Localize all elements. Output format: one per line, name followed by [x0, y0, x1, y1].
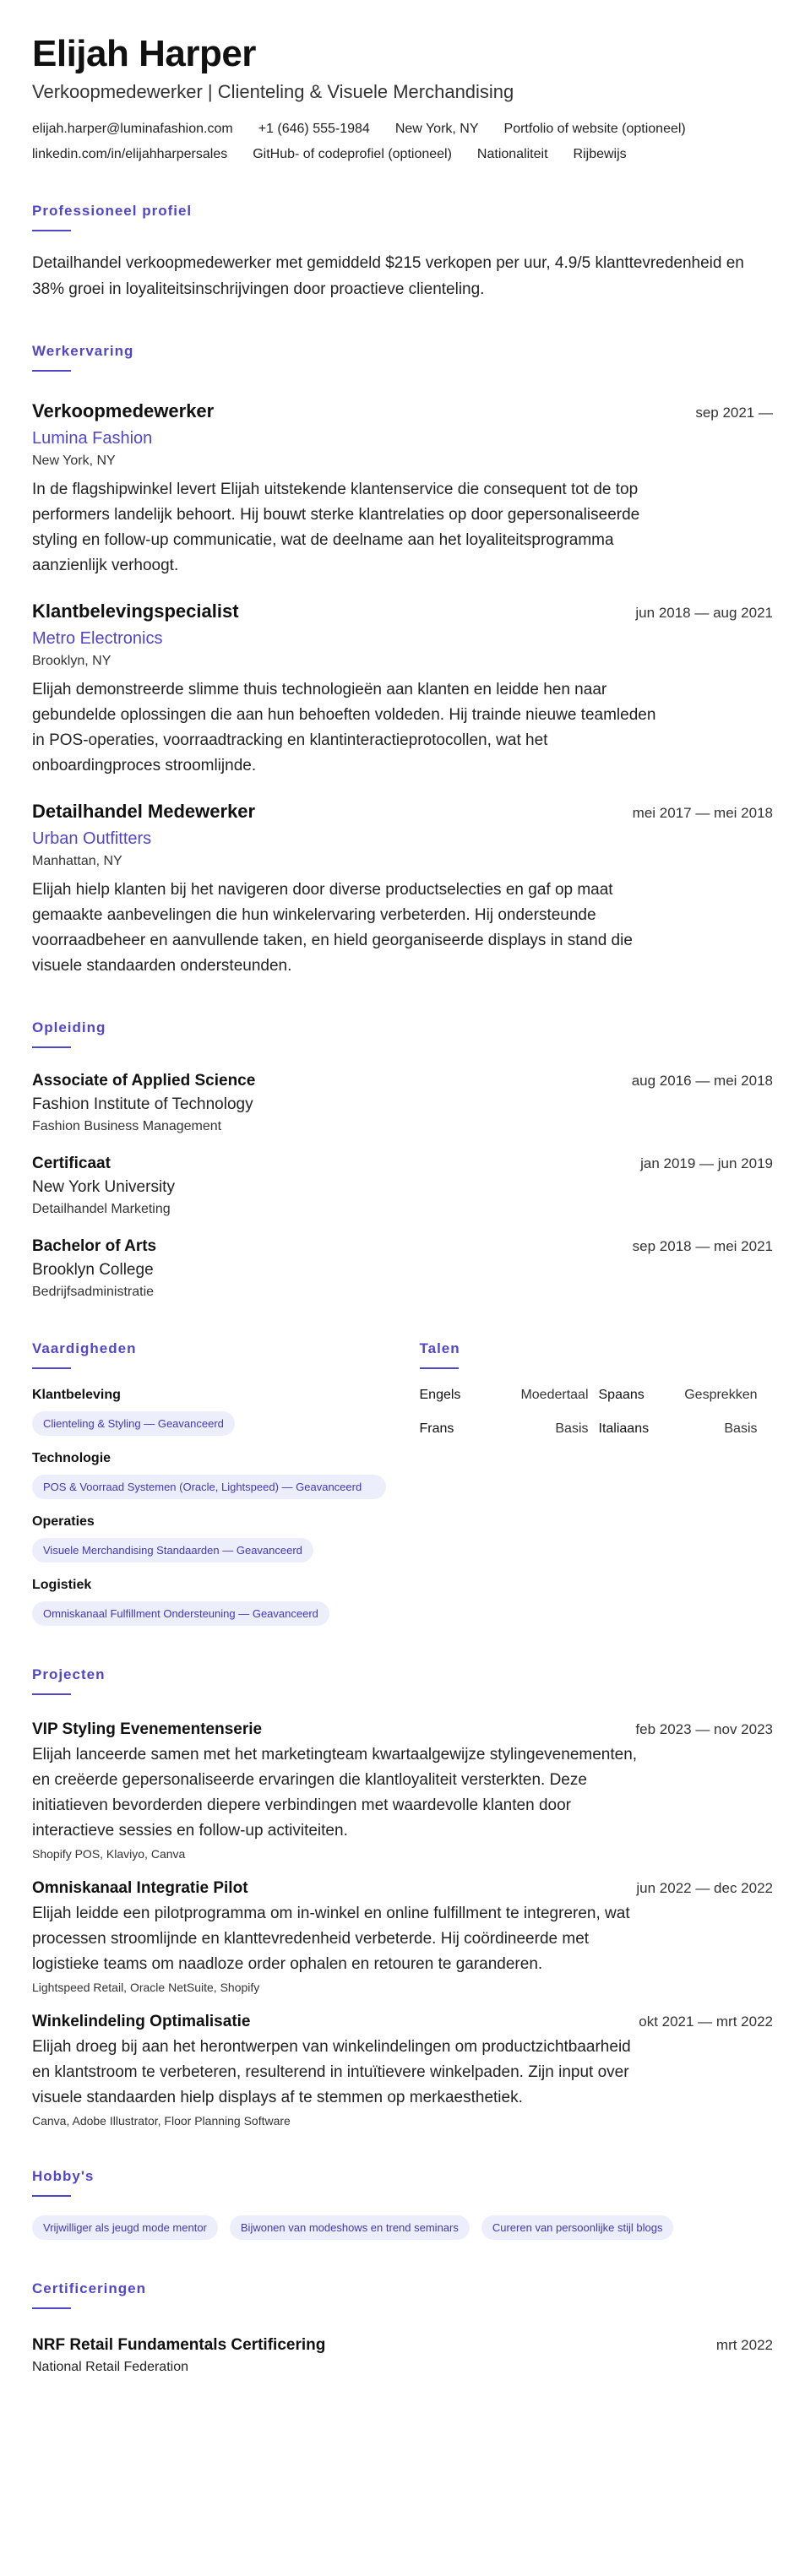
project-item: [32, 1879, 773, 1994]
contact-email[interactable]: elijah.harper@luminafashion.com: [32, 122, 233, 136]
projects-section: [32, 1666, 773, 2128]
project-description: Elijah leidde een pilotprogramma om in-winkel en online fulfillment te integreren, wat processen stroomlijnde en klanttevredenheid verbeterde. Hij coördineerde met logistieke teams om naadloze order ophalen en retouren te garanderen.: [32, 1905, 630, 1973]
candidate-headline: Verkoopmedewerker | Clienteling & Visuele Merchandising: [32, 81, 514, 102]
project-dates: feb 2023 — nov 2023: [635, 1721, 773, 1737]
project-tools: Canva, Adobe Illustrator, Floor Planning Software: [32, 2114, 291, 2128]
project-dates: okt 2021 — mrt 2022: [639, 2014, 773, 2030]
experience-item: [32, 400, 773, 579]
section-divider: [420, 1367, 459, 1369]
job-title: Verkoopmedewerker: [32, 400, 215, 421]
skill-chip: Visuele Merchandising Standaarden — Geavanceerd: [32, 1538, 313, 1562]
contact-github[interactable]: GitHub- of codeprofiel (optioneel): [253, 147, 452, 161]
section-title-experience: Werkervaring: [32, 343, 134, 359]
skill-chip: POS & Voorraad Systemen (Oracle, Lightspeed) — Geavanceerd: [32, 1475, 386, 1499]
education-degree: Certificaat: [32, 1155, 111, 1172]
section-divider: [32, 230, 71, 231]
job-dates: jun 2018 — aug 2021: [635, 605, 773, 621]
job-company: Metro Electronics: [32, 629, 163, 648]
education-field: Detailhandel Marketing: [32, 1202, 171, 1216]
job-company: Lumina Fashion: [32, 429, 153, 448]
project-description: Elijah droeg bij aan het herontwerpen van winkelindelingen om productzichtbaarheid en klantstroom te verbeteren, resulterend in intuïtievere winkelpaden. Zijn input over visuele standaarden hielp displays af te stemmen op merkaesthetiek.: [32, 2038, 631, 2106]
skill-group: [32, 1451, 386, 1499]
hobby-list: [32, 2215, 773, 2240]
candidate-name: Elijah Harper: [32, 33, 256, 74]
section-title-certifications: Certificeringen: [32, 2280, 146, 2296]
section-title-languages: Talen: [419, 1340, 460, 1356]
language-name: Spaans: [598, 1388, 645, 1402]
skill-category: Technologie: [32, 1451, 112, 1465]
skills-section: [32, 1340, 386, 1626]
education-section: [32, 1019, 773, 1300]
project-tools: Shopify POS, Klaviyo, Canva: [32, 1847, 186, 1861]
job-dates: mei 2017 — mei 2018: [632, 805, 773, 821]
project-tools: Lightspeed Retail, Oracle NetSuite, Shopify: [32, 1981, 260, 1994]
languages-section: [420, 1340, 774, 1626]
contact-nationality: Nationaliteit: [476, 147, 548, 161]
section-title-skills: Vaardigheden: [32, 1340, 137, 1356]
education-field: Fashion Business Management: [32, 1119, 222, 1133]
skill-group: [32, 1388, 386, 1436]
experience-item: [32, 601, 773, 779]
project-description: Elijah lanceerde samen met het marketingteam kwartaalgewijze stylingevenementen, en creëerde gepersonaliseerde ervaringen die klantloyaliteit versterkten. Deze initiatieven bevorderden diepere verbindingen met waardevolle klanten door interactieve sessies en follow-up activiteiten.: [32, 1746, 638, 1840]
skill-group: [32, 1514, 386, 1562]
project-title: VIP Styling Evenementenserie: [32, 1720, 263, 1738]
contact-phone[interactable]: +1 (646) 555-1984: [258, 122, 370, 136]
language-level: Basis: [724, 1421, 758, 1436]
education-school: Brooklyn College: [32, 1261, 154, 1279]
contact-location: New York, NY: [394, 122, 479, 136]
section-divider: [32, 1693, 71, 1695]
section-divider: [32, 1367, 71, 1369]
experience-section: [32, 343, 773, 979]
certification-title: NRF Retail Fundamentals Certificering: [32, 2336, 326, 2354]
certifications-section: [32, 2280, 773, 2375]
hobby-chip: Bijwonen van modeshows en trend seminars: [230, 2215, 470, 2240]
education-dates: jan 2019 — jun 2019: [640, 1155, 773, 1171]
skill-category: Logistiek: [32, 1578, 92, 1592]
language-level: Moedertaal: [520, 1388, 589, 1402]
language-grid: [420, 1388, 774, 1437]
project-item: [32, 1720, 773, 1861]
project-title: Omniskanaal Integratie Pilot: [32, 1879, 248, 1897]
section-title-education: Opleiding: [32, 1019, 106, 1035]
contact-list: [32, 122, 773, 162]
project-title: Winkelindeling Optimalisatie: [32, 2013, 251, 2030]
education-field: Bedrijfsadministratie: [32, 1285, 155, 1299]
job-location: New York, NY: [32, 454, 116, 468]
section-divider: [32, 2195, 71, 2197]
skills-languages-row: [32, 1340, 773, 1626]
language-name: Engels: [419, 1388, 461, 1402]
education-dates: aug 2016 — mei 2018: [631, 1073, 773, 1089]
project-item: [32, 2013, 773, 2128]
skill-chip: Clienteling & Styling — Geavanceerd: [32, 1411, 235, 1436]
experience-list: [32, 400, 773, 979]
job-location: Manhattan, NY: [32, 854, 122, 868]
job-title: Detailhandel Medewerker: [32, 801, 256, 822]
certification-issuer: National Retail Federation: [32, 2360, 188, 2374]
project-list: [32, 1720, 773, 2128]
language-name: Italiaans: [598, 1421, 650, 1436]
section-title-hobbies: Hobby's: [32, 2168, 95, 2184]
skill-category: Operaties: [32, 1514, 95, 1529]
education-item: [32, 1072, 773, 1134]
section-divider: [32, 370, 71, 372]
skill-chip: Omniskanaal Fulfillment Ondersteuning — Geavanceerd: [32, 1601, 329, 1626]
certification-date: mrt 2022: [715, 2337, 773, 2353]
section-title-profile: Professioneel profiel: [32, 203, 193, 219]
job-company: Urban Outfitters: [32, 829, 152, 848]
skill-category: Klantbeleving: [32, 1388, 121, 1402]
education-school: New York University: [32, 1178, 175, 1196]
hobby-chip: Vrijwilliger als jeugd mode mentor: [32, 2215, 218, 2240]
education-school: Fashion Institute of Technology: [32, 1095, 253, 1113]
hobby-chip: Cureren van persoonlijke stijl blogs: [481, 2215, 674, 2240]
job-description: Elijah hielp klanten bij het navigeren door diverse productselecties en gaf op maat gemaakte aanbevelingen die hun winkelervaring verbeterden. Hij ondersteunde voorraadbeheer en aanvullende taken, en hield georganiseerde displays in stand die visuele standaarden ondersteunden.: [32, 881, 633, 975]
education-degree: Associate of Applied Science: [32, 1072, 256, 1090]
skill-group: [32, 1578, 386, 1626]
job-title: Klantbelevingspecialist: [32, 601, 239, 622]
contact-linkedin[interactable]: linkedin.com/in/elijahharpersales: [32, 147, 228, 161]
job-description: Elijah demonstreerde slimme thuis technologieën aan klanten en leidde hen naar gebundelde oplossingen die aan hun behoeften voldeden. Hij trainde nieuwe teamleden in POS-operaties, voorraadtracking en klantinteractieprotocollen, wat het onboardingproces stroomlijnde.: [32, 681, 656, 774]
experience-item: [32, 801, 773, 979]
job-dates: sep 2021 —: [695, 405, 773, 421]
job-description: In de flagshipwinkel levert Elijah uitstekende klantenservice die consequent tot de top performers landelijk behoort. Hij bouwt sterke klantrelaties op door gepersonaliseerde styling en follow-up communicatie, wat de deelname aan het loyaliteitsprogramma aanzienlijk verhoogt.: [32, 481, 640, 574]
project-dates: jun 2022 — dec 2022: [636, 1880, 773, 1896]
hobbies-section: [32, 2168, 773, 2240]
section-title-projects: Projecten: [32, 1666, 106, 1682]
certification-item: [32, 2336, 773, 2375]
education-item: [32, 1155, 773, 1217]
education-dates: sep 2018 — mei 2021: [632, 1238, 773, 1254]
language-level: Gesprekken: [684, 1388, 758, 1402]
section-divider: [32, 1046, 71, 1048]
profile-summary: Detailhandel verkoopmedewerker met gemiddeld $215 verkopen per uur, 4.9/5 klanttevredenheid en 38% groei in loyaliteitsinschrijvingen door proactieve clienteling.: [32, 254, 744, 298]
education-list: [32, 1072, 773, 1300]
education-item: [32, 1237, 773, 1300]
contact-drivers-license: Rijbewijs: [573, 147, 627, 161]
language-name: Frans: [419, 1421, 454, 1436]
education-degree: Bachelor of Arts: [32, 1237, 157, 1255]
job-location: Brooklyn, NY: [32, 654, 112, 668]
section-divider: [32, 2307, 71, 2309]
language-level: Basis: [555, 1421, 589, 1436]
profile-section: [32, 203, 773, 302]
contact-portfolio[interactable]: Portfolio of website (optioneel): [503, 122, 686, 136]
